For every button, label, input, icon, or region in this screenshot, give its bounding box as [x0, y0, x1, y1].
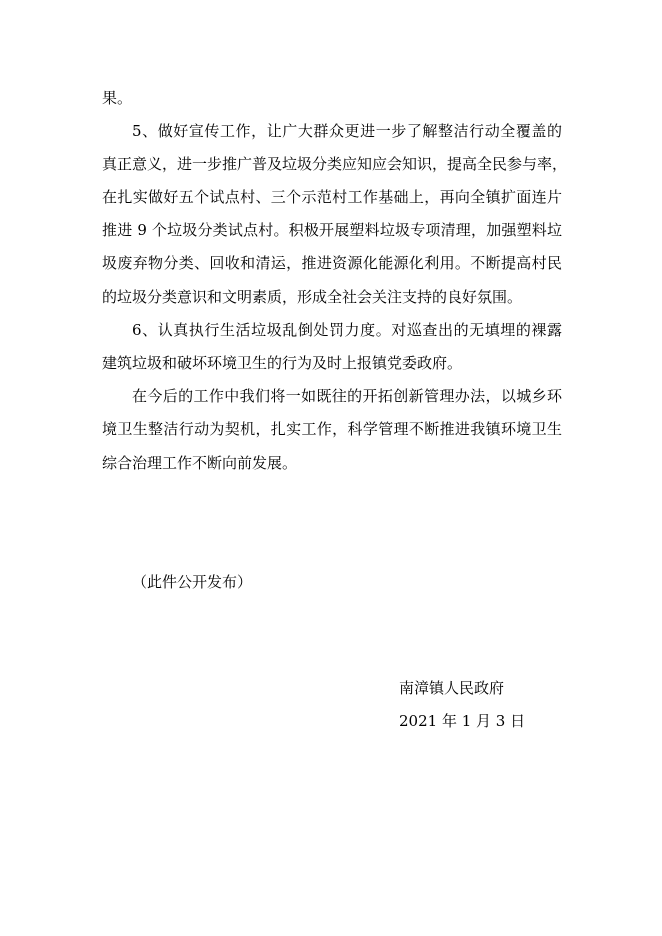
signature-org: 南漳镇人民政府 [399, 679, 505, 697]
body-line: 的垃圾分类意识和文明素质，形成全社会关注支持的良好氛围。 [102, 288, 523, 306]
body-line: 在扎实做好五个试点村、三个示范村工作基础上，再向全镇扩面连片 [102, 188, 562, 206]
body-line: 5、做好宣传工作，让广大群众更进一步了解整洁行动全覆盖的 [132, 122, 562, 140]
body-line: 在今后的工作中我们将一如既往的开拓创新管理办法，以城乡环 [132, 387, 562, 405]
body-line: 6、认真执行生活垃圾乱倒处罚力度。对巡查出的无填埋的裸露 [132, 321, 562, 339]
body-line: 建筑垃圾和破坏环境卫生的行为及时上报镇党委政府。 [102, 354, 463, 372]
body-line: 真正意义，进一步推广普及垃圾分类应知应会知识，提高全民参与率， [102, 155, 568, 173]
body-line: 推进 9 个垃圾分类试点村。积极开展塑料垃圾专项清理，加强塑料垃 [102, 221, 562, 239]
publication-note: （此件公开发布） [132, 573, 253, 591]
signature-date: 2021 年 1 月 3 日 [399, 712, 526, 730]
body-line: 圾废弃物分类、回收和清运，推进资源化能源化利用。不断提高村民 [102, 254, 562, 272]
body-line: 综合治理工作不断向前发展。 [102, 454, 298, 472]
body-line: 果。 [102, 89, 133, 107]
body-line: 境卫生整洁行动为契机，扎实工作，科学管理不断推进我镇环境卫生 [102, 420, 562, 438]
